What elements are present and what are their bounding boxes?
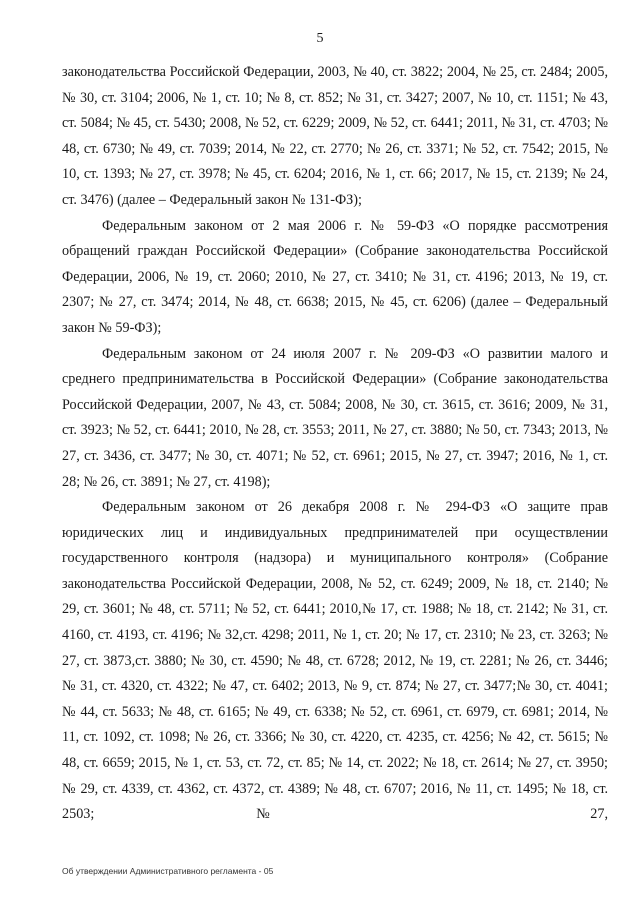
page-number: 5 [316, 31, 324, 46]
document-body [62, 60, 608, 828]
paragraph-federal-law-294: Федеральным законом от 26 декабря 2008 г. № 294-ФЗ «О защите прав юридических лиц и индивидуальных предпринимателей при осуществлении государственного контроля (надзора) и муниципального контроля» (Собрание законодательства Российской Федерации, 2008, № 52, ст. 6249; 2009, № 18, ст. 2140; № 29, ст. 3601; № 48, ст. 5711; № 52, ст. 6441; 2010,№ 17, ст. 1988; № 18, ст. 2142; № 31, ст. 4160, ст. 4193, ст. 4196; № 32,ст. 4298; 2011, № 1, ст. 20; № 17, ст. 2310; № 23, ст. 3263; № 27, ст. 3873,ст. 3880; № 30, ст. 4590; № 48, ст. 6728; 2012, № 19, ст. 2281; № 26, ст. 3446; № 31, ст. 4320, ст. 4322; № 47, ст. 6402; 2013, № 9, ст. 874; № 27, ст. 3477;№ 30, ст. 4041; № 44, ст. 5633; № 48, ст. 6165; № 49, ст. 6338; № 52, ст. 6961, ст. 6979, ст. 6981; 2014, № 11, ст. 1092, ст. 1098; № 26, ст. 3366; № 30, ст. 4220, ст. 4235, ст. 4256; № 42, ст. 5615; № 48, ст. 6659; 2015, № 1, ст. 53, ст. 72, ст. 85; № 14, ст. 2022; № 18, ст. 2614; № 27, ст. 3950; № 29, ст. 4339, ст. 4362, ст. 4372, ст. 4389; № 48, ст. 6707; 2016, № 11, ст. 1495; № 18, ст. 2503; № 27, [62, 499, 608, 823]
paragraph-federal-law-209: Федеральным законом от 24 июля 2007 г. № 209-ФЗ «О развитии малого и среднего предпринимательства в Российской Федерации» (Собрание законодательства Российской Федерации, 2007, № 43, ст. 5084; 2008, № 30, ст. 3615, ст. 3616; 2009, № 31, ст. 3923; № 52, ст. 6441; 2010, № 28, ст. 3553; 2011, № 27, ст. 3880; № 50, ст. 7343; 2013, № 27, ст. 3436, ст. 3477; № 30, ст. 4071; № 52, ст. 6961; 2015, № 27, ст. 3947; 2016, № 1, ст. 28; № 26, ст. 3891; № 27, ст. 4198); [62, 345, 608, 490]
paragraph-federal-law-59: Федеральным законом от 2 мая 2006 г. № 59-ФЗ «О порядке рассмотрения обращений граждан Российской Федерации» (Собрание законодательства Российской Федерации, 2006, № 19, ст. 2060; 2010, № 27, ст. 3410; № 31, ст. 4196; 2013, № 19, ст. 2307; № 27, ст. 3474; 2014, № 48, ст. 6638; 2015, № 45, ст. 6206) (далее – Федеральный закон № 59-ФЗ); [62, 217, 608, 336]
page-footer: Об утверждении Административного регламента - 05 [62, 866, 274, 876]
paragraph-continuation: законодательства Российской Федерации, 2003, № 40, ст. 3822; 2004, № 25, ст. 2484; 2005, № 30, ст. 3104; 2006, № 1, ст. 10; № 8, ст. 852; № 31, ст. 3427; 2007, № 10, ст. 1151; № 43, ст. 5084; № 45, ст. 5430; 2008, № 52, ст. 6229; 2009, № 52, ст. 6441; 2011, № 31, ст. 4703; № 48, ст. 6730; № 49, ст. 7039; 2014, № 22, ст. 2770; № 26, ст. 3371; № 52, ст. 7542; 2015, № 10, ст. 1393; № 27, ст. 3978; № 45, ст. 6204; 2016, № 1, ст. 66; 2017, № 15, ст. 2139; № 24, ст. 3476) (далее – Федеральный закон № 131-ФЗ); [62, 64, 608, 208]
